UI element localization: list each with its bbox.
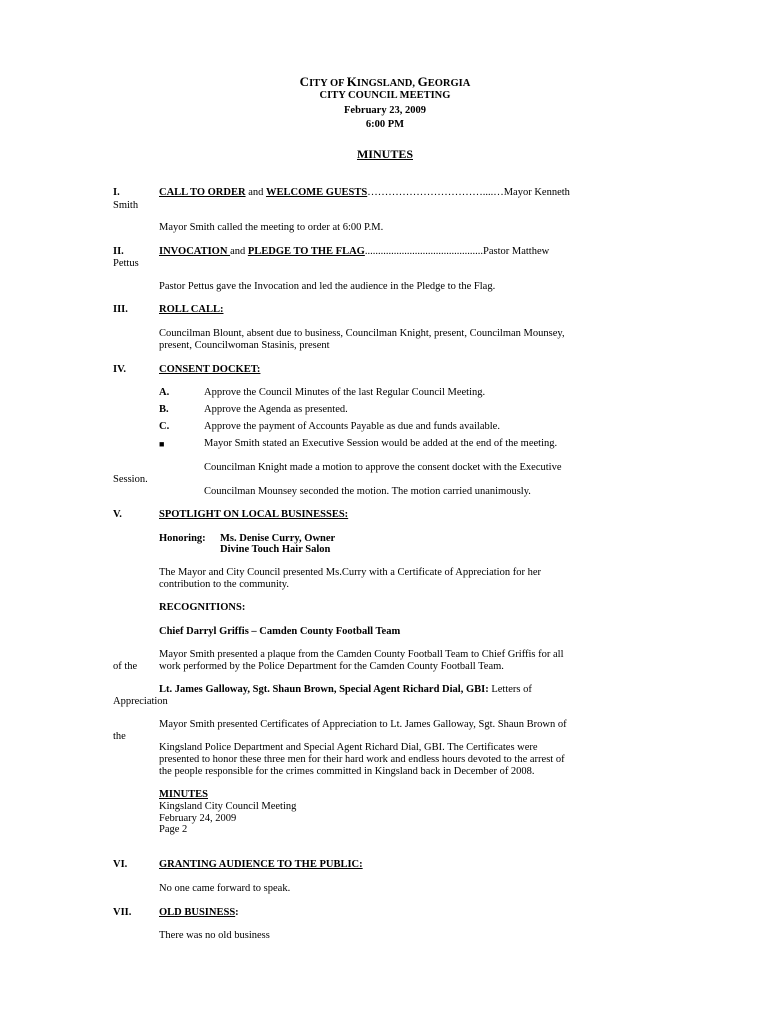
section-body: There was no old business xyxy=(159,930,270,941)
section-heading: CONSENT DOCKET: xyxy=(159,364,261,375)
line-wrap: of the xyxy=(113,661,138,672)
list-marker: A. xyxy=(159,387,170,398)
section-number: VI. xyxy=(113,859,128,870)
recognitions-heading: RECOGNITIONS: xyxy=(159,602,246,613)
page-header-line: February 24, 2009 xyxy=(159,813,237,824)
section-body: Councilman Blount, absent due to business, Councilman Knight, present, Councilman Mounsey, xyxy=(159,328,565,339)
section-body: Kingsland Police Department and Special Agent Richard Dial, GBI. The Certificates were xyxy=(159,742,538,753)
heading-wrap: Pettus xyxy=(113,258,139,269)
honoring-business: Divine Touch Hair Salon xyxy=(220,544,331,555)
line-wrap: Appreciation xyxy=(113,696,168,707)
section-body: The Mayor and City Council presented Ms.Curry with a Certificate of Appreciation for her xyxy=(159,567,541,578)
page-header-line: Page 2 xyxy=(159,824,188,835)
section-heading: OLD BUSINESS: xyxy=(159,907,239,918)
heading-wrap: Smith xyxy=(113,200,139,211)
motion-text: Councilman Knight made a motion to approve the consent docket with the Executive xyxy=(204,462,562,473)
section-number: VII. xyxy=(113,907,132,918)
section-body: work performed by the Police Department for the Camden County Football Team. xyxy=(159,661,504,672)
honoring-name: Ms. Denise Curry, Owner xyxy=(220,533,336,544)
section-body: contribution to the community. xyxy=(159,579,289,590)
page-header-title: MINUTES xyxy=(159,789,209,800)
section-heading: INVOCATION and PLEDGE TO THE FLAG.............................................Pastor Matthew xyxy=(159,246,550,257)
motion-text: Councilman Mounsey seconded the motion. The motion carried unanimously. xyxy=(204,486,531,497)
section-heading: CALL TO ORDER and WELCOME GUESTS……………………………....…Mayor Kenneth xyxy=(159,187,570,198)
meeting-date: February 23, 2009 xyxy=(344,105,426,116)
section-number: V. xyxy=(113,509,122,520)
section-body: presented to honor these three men for their hard work and endless hours devoted to the arrest of xyxy=(159,754,565,765)
motion-wrap: Session. xyxy=(113,474,148,485)
section-body: present, Councilwoman Stasinis, present xyxy=(159,340,330,351)
section-heading: SPOTLIGHT ON LOCAL BUSINESSES: xyxy=(159,509,349,520)
list-item: Mayor Smith stated an Executive Session would be added at the end of the meeting. xyxy=(204,438,558,449)
section-body: Pastor Pettus gave the Invocation and led the audience in the Pledge to the Flag. xyxy=(159,281,496,292)
list-marker: B. xyxy=(159,404,169,415)
minutes-title: MINUTES xyxy=(356,147,413,161)
meeting-title: CITY COUNCIL MEETING xyxy=(319,90,451,101)
section-heading: GRANTING AUDIENCE TO THE PUBLIC: xyxy=(159,859,363,870)
section-body: No one came forward to speak. xyxy=(159,883,291,894)
section-body: Mayor Smith called the meeting to order at 6:00 P.M. xyxy=(159,222,384,233)
city-title: CITY OF KINGSLAND, GEORGIA xyxy=(299,74,471,89)
recognition-title: Lt. James Galloway, Sgt. Shaun Brown, Special Agent Richard Dial, GBI: Letters of xyxy=(159,684,532,695)
section-body: Mayor Smith presented a plaque from the Camden County Football Team to Chief Griffis for all xyxy=(159,649,564,660)
bullet-marker: ■ xyxy=(159,439,165,449)
page-header-line: Kingsland City Council Meeting xyxy=(159,801,297,812)
line-wrap: the xyxy=(113,731,126,742)
list-item: Approve the payment of Accounts Payable as due and funds available. xyxy=(204,421,500,432)
meeting-time: 6:00 PM xyxy=(365,119,405,130)
section-number: III. xyxy=(113,304,128,315)
recognition-title: Chief Darryl Griffis – Camden County Football Team xyxy=(159,626,401,637)
section-number: I. xyxy=(113,187,120,198)
section-number: II. xyxy=(113,246,124,257)
list-marker: C. xyxy=(159,421,170,432)
honoring-label: Honoring: xyxy=(159,533,206,544)
list-item: Approve the Agenda as presented. xyxy=(204,404,348,415)
section-body: Mayor Smith presented Certificates of Appreciation to Lt. James Galloway, Sgt. Shaun Brown of xyxy=(159,719,567,730)
section-number: IV. xyxy=(113,364,126,375)
section-heading: ROLL CALL: xyxy=(159,304,224,315)
section-body: the people responsible for the crimes committed in Kingsland back in December of 2008. xyxy=(159,766,535,777)
list-item: Approve the Council Minutes of the last Regular Council Meeting. xyxy=(204,387,486,398)
